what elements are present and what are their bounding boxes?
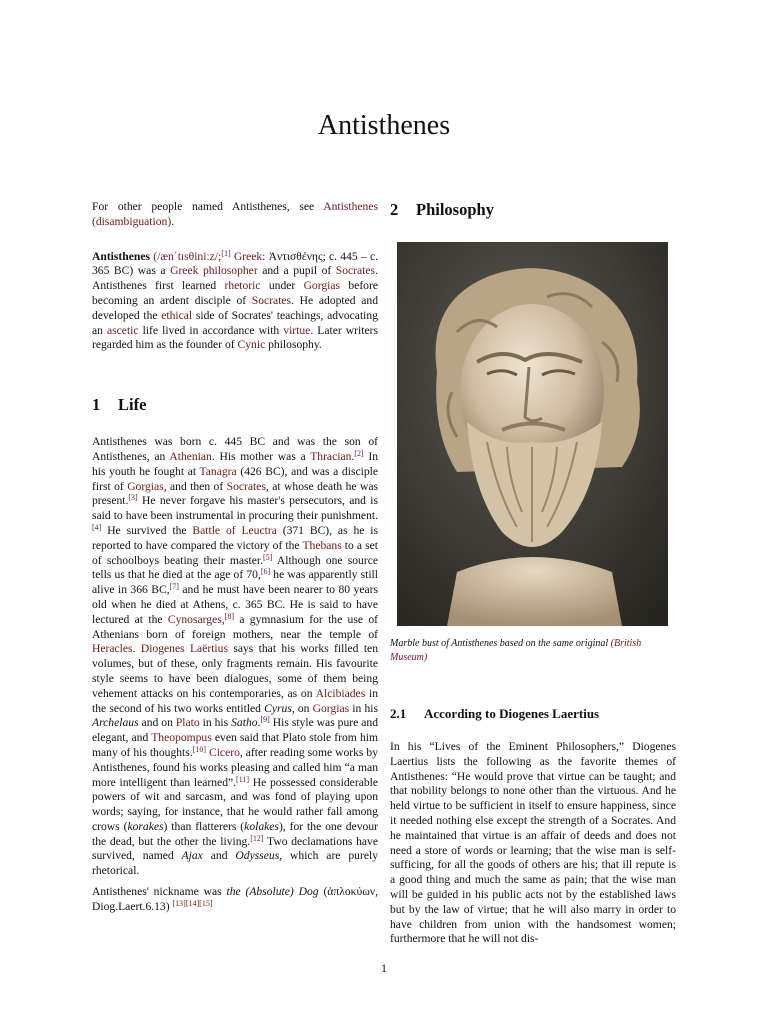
- nickname-text: Antisthenes' nickname was: [92, 885, 227, 899]
- intro-text-3: . Antisthenes first learned: [92, 264, 378, 293]
- life-text: .: [257, 716, 261, 730]
- intro-text-10: philosophy.: [265, 338, 322, 352]
- life-text: He never forgave his master's persecutors, and is said to have been instrumental in procuring their punishment.: [92, 494, 378, 523]
- cicero-link[interactable]: Cicero: [208, 745, 240, 759]
- life-text: even said that Plato stole from him many of his thoughts.: [92, 731, 379, 759]
- work-title-ajax: Ajax: [181, 849, 203, 863]
- caption-text: Marble bust of Antisthenes based on the same original: [390, 638, 611, 649]
- life-text: and he must have been nearer to 80 years old when he died at Athens, c. 365 BC. He is said to have lectured at the: [92, 583, 378, 626]
- thebans-link[interactable]: Thebans: [302, 538, 342, 552]
- plato-link[interactable]: Plato: [175, 716, 200, 730]
- work-title-odysseus: Odysseus: [235, 849, 280, 863]
- life-text: (426 BC), and was a disciple first of: [92, 464, 378, 493]
- term-korakes: korakes: [127, 819, 164, 833]
- gorgias-link-2[interactable]: Gorgias: [312, 701, 350, 715]
- ref-2[interactable]: [2]: [354, 448, 364, 458]
- virtue-link[interactable]: virtue: [283, 323, 311, 337]
- life-text: says that his works filled ten volumes, but of these, only fragments remain. His favourite style seems to have been dialogues, some of them being vehement attacks on his contemporaries, as on: [92, 642, 378, 700]
- ascetic-link[interactable]: ascetic: [107, 323, 139, 337]
- work-title-archelaus: Archelaus: [92, 716, 139, 730]
- ref-1[interactable]: [1]: [221, 248, 231, 258]
- life-text: ) than flatterers (: [163, 819, 245, 833]
- life-text: , and then of: [163, 479, 227, 493]
- gorgias-link[interactable]: Gorgias: [303, 279, 341, 293]
- life-text: and on: [138, 716, 176, 730]
- work-title-cyrus: Cyrus: [264, 701, 292, 715]
- life-text: he was apparently still alive in 366 BC,: [92, 568, 378, 597]
- life-text: Although one source tells us that he died at the age of 70,: [92, 553, 378, 582]
- laertius-paragraph: In his “Lives of the Eminent Philosophers,” Diogenes Laertius lists the following as the favorite themes of Antisthenes: “He would prove that virtue can be taught; and that nobility belongs to none other than the virtuous. And he held virtue to be sufficient in itself to ensure happiness, since it needed nothing else except the strength of a Socrates. And he maintained that virtue is an affair of deeds and does not need a store of words or learning; that the wise man is self-sufficing, for all the goods of others are his; that ill repute is a good thing and much the same as pain; that the wise man will be guided in his public acts not by the established laws but by the law of virtue; that he will also marry in order to have children from union with the handsomest women; furthermore that he will not dis-: [390, 740, 676, 946]
- rhetoric-link[interactable]: rhetoric: [224, 279, 261, 293]
- section-number: 1: [92, 395, 101, 415]
- hatnote-text: For other people named Antisthenes, see: [92, 200, 324, 213]
- ref-11[interactable]: [11]: [236, 774, 250, 784]
- life-text: ,: [221, 612, 225, 626]
- subject-name: Antisthenes: [92, 249, 150, 263]
- cynosarges-link[interactable]: Cynosarges: [167, 612, 222, 626]
- term-kolakes: kolakes: [244, 819, 279, 833]
- intro-text-6: . He adopted and developed the: [92, 293, 378, 322]
- life-text: , at whose death he was present.: [92, 479, 378, 508]
- right-column: [390, 200, 676, 953]
- ref-3[interactable]: [3]: [128, 493, 138, 503]
- disambiguation-link[interactable]: Antisthenes (disambiguation): [92, 200, 378, 228]
- athenian-link[interactable]: Athenian: [169, 449, 212, 463]
- ref-8[interactable]: [8]: [224, 611, 234, 621]
- life-text: He possessed considerable powers of wit and sarcasm, and was fond of playing upon words; saying, for instance, that he would rather fall among crows (: [92, 775, 378, 833]
- life-text: in his: [349, 701, 378, 715]
- page-title: Antisthenes: [317, 110, 451, 141]
- ipa-link[interactable]: ænˈtɪsθiniːz/: [160, 249, 219, 263]
- socrates-link[interactable]: Socrates: [226, 479, 266, 493]
- hatnote: [92, 200, 378, 230]
- socrates-link[interactable]: Socrates: [335, 264, 376, 278]
- life-text: In his youth he fought at: [92, 449, 378, 478]
- cynic-link[interactable]: Cynic: [237, 338, 266, 352]
- subsection-title: According to Diogenes Laertius: [424, 706, 600, 721]
- ref-9[interactable]: [9]: [260, 715, 270, 725]
- image-caption: [390, 637, 676, 664]
- section-heading-life: [92, 395, 378, 415]
- ref-5[interactable]: [5]: [263, 552, 273, 562]
- section-number: 2: [390, 200, 399, 219]
- life-text: , on: [291, 701, 313, 715]
- antisthenes-bust-image[interactable]: [397, 242, 668, 626]
- ref-12[interactable]: [12]: [250, 833, 264, 843]
- life-paragraph: [92, 435, 378, 879]
- life-text: Antisthenes was born c. 445 BC and was the son of Antisthenes, an: [92, 435, 378, 463]
- nickname-term: the (Absolute) Dog: [226, 885, 319, 899]
- theopompus-link[interactable]: Theopompus: [151, 731, 212, 745]
- intro-text-4: under: [260, 279, 304, 293]
- intro-paragraph: [92, 250, 378, 354]
- subsection-number: 2.1: [390, 706, 407, 721]
- intro-text-1: : Ἀντισθένης; c. 445 – c. 365 BC) was a: [92, 249, 379, 278]
- ipa-open: (/: [149, 249, 161, 263]
- intro-text-7: side of Socrates' teachings, advocating an: [92, 308, 378, 337]
- gorgias-link[interactable]: Gorgias: [127, 479, 164, 493]
- life-text: .: [351, 449, 355, 463]
- life-text: . His mother was a: [211, 449, 311, 463]
- hatnote-end: .: [171, 214, 175, 228]
- life-text: He survived the: [101, 523, 193, 537]
- tanagra-link[interactable]: Tanagra: [199, 464, 237, 478]
- ref-13-15[interactable]: [13][14][15]: [172, 898, 213, 908]
- battle-of-leuctra-link[interactable]: Battle of Leuctra: [192, 523, 277, 537]
- diogenes-laertius-link[interactable]: Diogenes Laërtius: [140, 642, 228, 656]
- work-title-satho: Satho: [231, 716, 258, 730]
- intro-text-9: . Later writers regarded him as the founder of: [92, 323, 378, 352]
- nickname-paragraph: [92, 885, 378, 915]
- heracles-link[interactable]: Heracles: [92, 642, 133, 656]
- ipa-close: ;: [218, 249, 222, 263]
- page-number: 1: [381, 961, 387, 975]
- life-text: .: [132, 642, 141, 656]
- nickname-text: (ἁπλοκύων, Diog.Laert.6.13): [92, 885, 378, 913]
- ref-7[interactable]: [7]: [169, 582, 179, 592]
- ref-10[interactable]: [10]: [192, 744, 206, 754]
- greek-philosopher-link[interactable]: Greek philosopher: [170, 264, 258, 278]
- life-text: in his: [199, 716, 232, 730]
- intro-text-5: before becoming an ardent disciple of: [92, 279, 378, 307]
- life-text: (371 BC), as he is reported to have compared the victory of the: [92, 523, 378, 552]
- socrates-link-2[interactable]: Socrates: [251, 293, 292, 307]
- left-column: [92, 200, 378, 921]
- greek-link[interactable]: Greek: [233, 249, 263, 263]
- life-text: Two declamations have survived, named: [92, 834, 378, 863]
- section-title: Life: [118, 395, 147, 415]
- life-text: a gymnasium for the use of Athenians born of foreign mothers, near the temple of: [92, 612, 379, 641]
- life-text: and: [202, 849, 236, 863]
- life-text: , after reading some works by Antisthenes, found his works pleasing and called him “a man more intelligent than learned”.: [92, 745, 378, 789]
- life-text: in the second of his two works entitled: [92, 686, 378, 715]
- ref-4[interactable]: [4]: [92, 522, 102, 532]
- alcibiades-link[interactable]: Alcibiades: [315, 686, 366, 700]
- life-text: ), for the one devour the dead, but the other the living.: [92, 819, 378, 848]
- british-museum-link[interactable]: (British Museum): [390, 638, 642, 663]
- life-text: , which are purely rhetorical.: [92, 849, 378, 878]
- life-text: to a set of schoolboys beating their master.: [92, 538, 378, 567]
- ethical-link[interactable]: ethical: [161, 308, 193, 322]
- section-title: Philosophy: [416, 200, 494, 219]
- life-text: His style was pure and elegant, and: [92, 716, 378, 745]
- thracian-link[interactable]: Thracian: [310, 449, 352, 463]
- subsection-heading-laertius: [390, 706, 676, 722]
- ref-6[interactable]: [6]: [260, 567, 271, 577]
- intro-text-8: life lived in accordance with: [138, 323, 284, 337]
- intro-text-2: and a pupil of: [257, 264, 336, 278]
- section-heading-philosophy: [390, 200, 676, 220]
